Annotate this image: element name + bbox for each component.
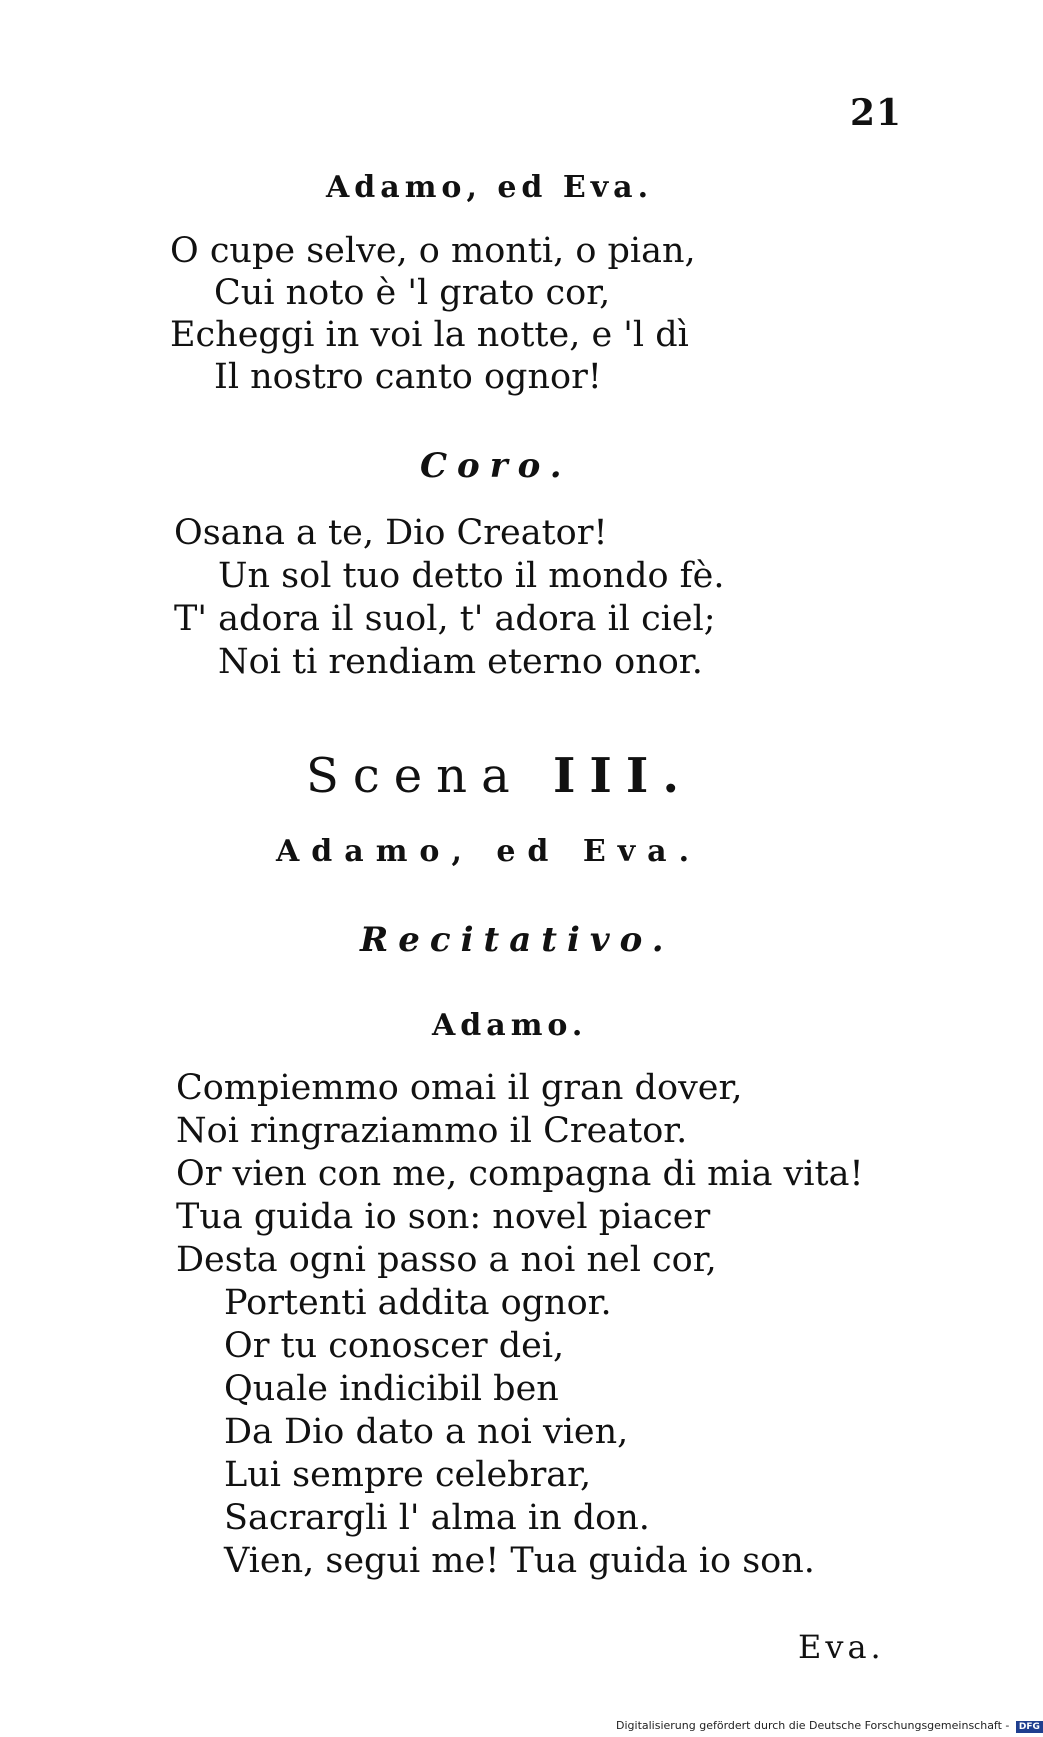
- page-number: 21: [850, 92, 903, 134]
- verse-line: Tua guida io son: novel piacer: [176, 1197, 711, 1237]
- verse-line: Or tu conoscer dei,: [224, 1326, 565, 1366]
- scene-number: III.: [552, 748, 694, 804]
- footer-text: Digitalisierung gefördert durch die Deutsche Forschungsgemeinschaft -: [616, 1719, 1010, 1732]
- verse-line: Quale indicibil ben: [224, 1369, 559, 1409]
- verse-line: Osana a te, Dio Creator!: [174, 513, 608, 553]
- verse-line: Portenti addita ognor.: [224, 1283, 612, 1323]
- verse-line: Or vien con me, compagna di mia vita!: [176, 1154, 864, 1194]
- verse-line: T' adora il suol, t' adora il ciel;: [174, 599, 716, 639]
- verse-line: Desta ogni passo a noi nel cor,: [176, 1240, 717, 1280]
- verse-line: Compiemmo omai il gran dover,: [176, 1068, 743, 1108]
- verse-line: Il nostro canto ognor!: [214, 357, 602, 397]
- verse-line: Lui sempre celebrar,: [224, 1455, 592, 1495]
- verse-line: Noi ti rendiam eterno onor.: [218, 642, 703, 682]
- verse-line: Un sol tuo detto il mondo fè.: [218, 556, 725, 596]
- verse-line: Da Dio dato a noi vien,: [224, 1412, 629, 1452]
- verse-line: Sacrargli l' alma in don.: [224, 1498, 650, 1538]
- dfg-logo: DFG: [1016, 1721, 1043, 1733]
- scene-title: [306, 748, 693, 804]
- speaker-heading: Adamo, ed Eva.: [326, 170, 654, 205]
- speaker-heading: Adamo.: [432, 1008, 588, 1043]
- recitativo-heading: Recitativo.: [360, 920, 674, 960]
- digitization-footer: [616, 1719, 1043, 1733]
- verse-line: Vien, segui me! Tua guida io son.: [224, 1541, 815, 1581]
- catchword: Eva.: [798, 1628, 885, 1666]
- verse-line: Noi ringraziammo il Creator.: [176, 1111, 688, 1151]
- speaker-heading: Adamo, ed Eva.: [276, 834, 702, 869]
- speaker-heading-coro: Coro.: [420, 446, 572, 486]
- scene-word: Scena: [306, 748, 524, 804]
- verse-line: Echeggi in voi la notte, e 'l dì: [170, 315, 689, 355]
- verse-line: O cupe selve, o monti, o pian,: [170, 231, 696, 271]
- verse-line: Cui noto è 'l grato cor,: [214, 273, 611, 313]
